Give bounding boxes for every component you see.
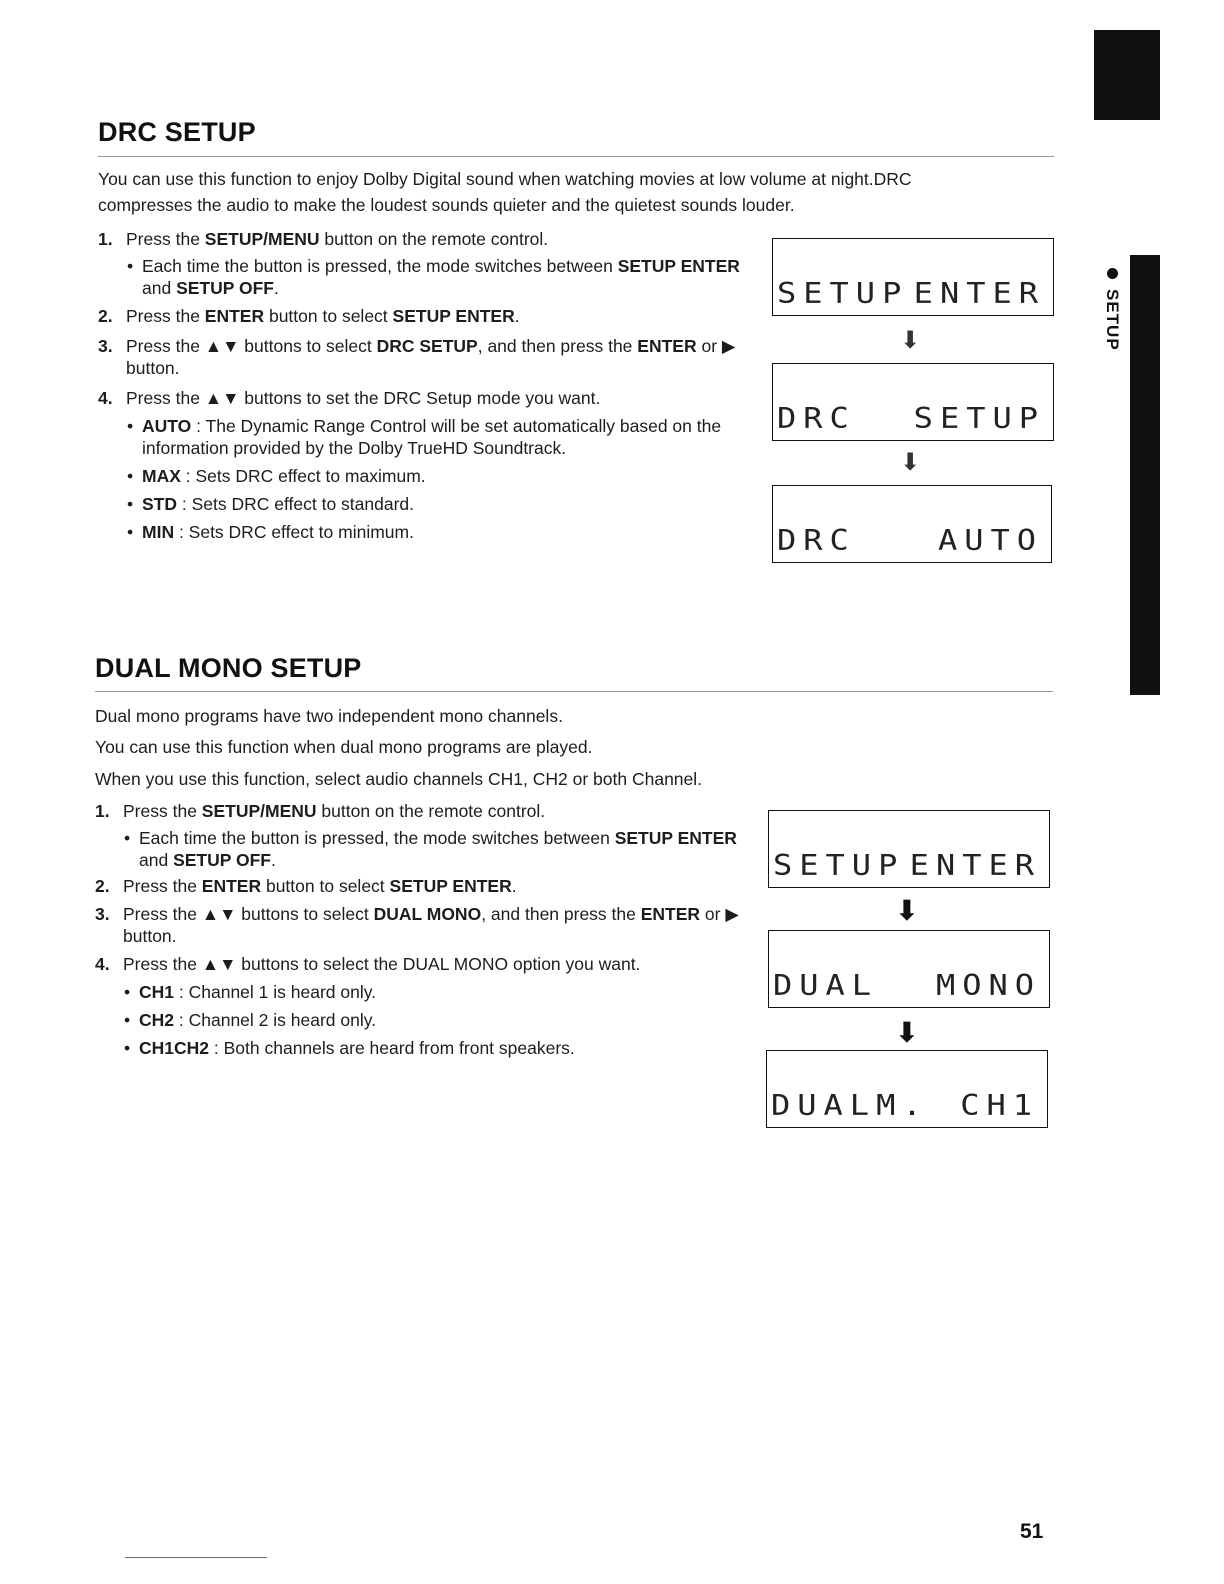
- dual-step-1-note: • Each time the button is pressed, the mode switches between SETUP ENTER and SETUP OFF.: [124, 828, 737, 870]
- drc-option-std: • STD : Sets DRC effect to standard.: [127, 494, 415, 514]
- drc-step-1-note: • Each time the button is pressed, the mode switches between SETUP ENTER and SETUP OFF.: [127, 256, 740, 298]
- down-arrow-icon: ⬇: [899, 327, 921, 354]
- drc-display-3: DRC AUTO: [772, 485, 1052, 563]
- down-arrow-icon: ⬇: [895, 895, 919, 926]
- dual-option-ch1ch2: • CH1CH2 : Both channels are heard from front speakers.: [124, 1038, 575, 1058]
- side-section-label: [1100, 268, 1124, 351]
- dual-option-ch2: • CH2 : Channel 2 is heard only.: [124, 1010, 377, 1030]
- page-number: 51: [1020, 1520, 1044, 1543]
- drc-step-2: 2. Press the ENTER button to select SETUP ENTER.: [98, 306, 520, 326]
- dual-section-title: DUAL MONO SETUP: [95, 653, 362, 683]
- drc-step-4: 4. Press the ▲▼ buttons to set the DRC Setup mode you want.: [98, 388, 601, 408]
- drc-step-3: 3. Press the ▲▼ buttons to select DRC SETUP, and then press the ENTER or ▶ button.: [98, 336, 736, 378]
- drc-option-auto: • AUTO : The Dynamic Range Control will be set automatically based on the information provided by the Dolby TrueHD Soundtrack.: [127, 416, 722, 458]
- footer-rule: [125, 1557, 267, 1558]
- dual-steps: [95, 800, 755, 1059]
- down-arrow-icon: ⬇: [899, 449, 921, 476]
- drc-display-2: DRC SETUP: [772, 363, 1054, 441]
- drc-display-1: SETUP ENTER: [772, 238, 1054, 316]
- dual-display-3: DUALM. CH1: [766, 1050, 1048, 1128]
- dual-step-1: 1. Press the SETUP/MENU button on the remote control.: [95, 801, 546, 821]
- drc-step-1: 1. Press the SETUP/MENU button on the remote control.: [98, 229, 549, 249]
- dual-step-3: 3. Press the ▲▼ buttons to select DUAL MONO, and then press the ENTER or ▶ button.: [95, 904, 739, 946]
- dual-paragraph-1: Dual mono programs have two independent mono channels.: [95, 706, 563, 726]
- drc-option-max: • MAX : Sets DRC effect to maximum.: [127, 466, 426, 486]
- thumb-tab-side: [1130, 255, 1160, 695]
- dual-step-2: 2. Press the ENTER button to select SETUP ENTER.: [95, 876, 517, 896]
- side-label-text: SETUP: [1103, 289, 1122, 351]
- dual-display-2: DUAL MONO: [768, 930, 1050, 1008]
- down-arrow-icon: ⬇: [895, 1017, 919, 1048]
- drc-option-min: • MIN : Sets DRC effect to minimum.: [127, 522, 414, 542]
- thumb-tab-top: [1094, 30, 1160, 120]
- drc-title-rule: [98, 156, 1054, 157]
- dual-paragraph-2: You can use this function when dual mono programs are played.: [95, 737, 593, 757]
- drc-intro: You can use this function to enjoy Dolby Digital sound when watching movies at low volume at night.DRC compresses the audio to make the loudest sounds quieter and the quietest sounds louder.: [98, 169, 912, 215]
- bullet-icon: [1107, 268, 1118, 279]
- dual-paragraph-3: When you use this function, select audio channels CH1, CH2 or both Channel.: [95, 769, 703, 789]
- drc-steps: [98, 228, 748, 543]
- dual-option-ch1: • CH1 : Channel 1 is heard only.: [124, 982, 377, 1002]
- dual-display-1: SETUP ENTER: [768, 810, 1050, 888]
- dual-step-4: 4. Press the ▲▼ buttons to select the DUAL MONO option you want.: [95, 954, 641, 974]
- drc-section-title: DRC SETUP: [98, 117, 256, 147]
- dual-title-rule: [95, 691, 1053, 692]
